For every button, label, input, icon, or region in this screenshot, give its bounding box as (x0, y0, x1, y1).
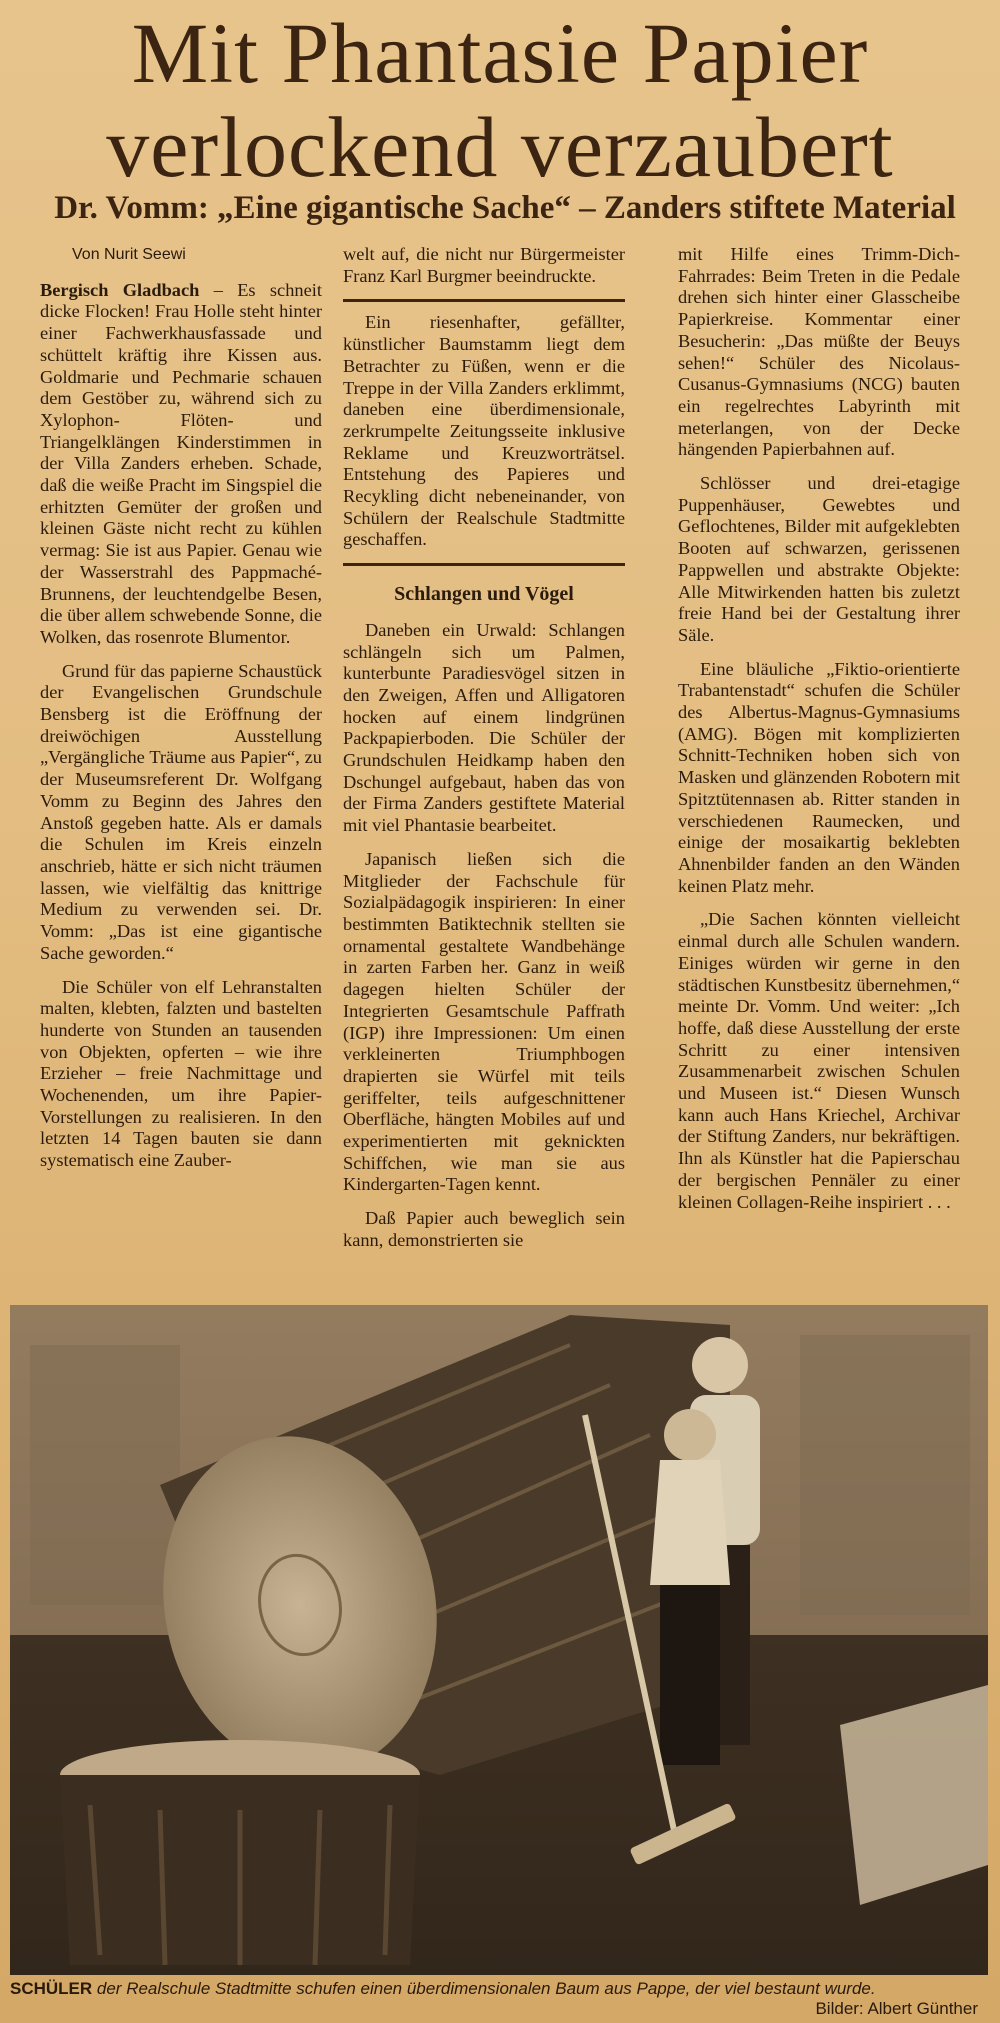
paragraph: Bergisch Gladbach – Es schneit dicke Flocken! Frau Holle steht hinter einer Fachwerkhausfassade und schüttelt kräftig ihre Kissen aus. Goldmarie und Pechmarie schauen dem Gestöber zu, während sich zu Xylophon- Flöten- und Triangelklängen Kinderstimmen in der Villa Zanders erheben. Schade, daß die weiße Pracht im Singspiel die erhitzten Gemüter der großen und kleinen Gäste nicht recht zu kühlen vermag: Sie ist aus Papier. Genau wie der Wasserstrahl des Pappmaché-Brunnens, der leuchtendgelbe Besen, die über allem schwebende Sonne, die Wolken, das rosenrote Blumentor. (40, 279, 322, 647)
column-1 (40, 244, 322, 1184)
person-head (692, 1337, 748, 1393)
paragraph: Japanisch ließen sich die Mitglieder der Fachschule für Sozialpädagogik inspirieren: In einer bestimmten Batiktechnik stellten sie ornamental gestaltete Wandbehänge in zarten Farben her. Ganz in weiß dagegen hielten Schüler der Integrierten Gesamtschule Paffrath (IGP) ihre Impressionen: Um einen verkleinerten Triumphbogen drapierten sie Würfel mit teils geriffelter, teils aufgeschnittener Oberfläche, hängten Mobiles auf und experimentierten mit geknickten Schiffchen, wie man sie aus Kindergarten-Tagen kennt. (343, 848, 625, 1195)
paragraph: Schlösser und drei-etagige Puppenhäuser, Gewebtes und Geflochtenes, Bilder mit aufgeklebten Booten auf schwarzen, gerissenen Pappwellen und abstrakte Objekte: Alle Mitwirkenden hatten bis zuletzt freie Hand bei der Gestaltung ihrer Säle. (678, 473, 960, 645)
child-legs (660, 1585, 720, 1765)
caption-lead: SCHÜLER (10, 1979, 93, 1998)
tree-trunk-photo (10, 1305, 988, 1975)
subheadline: Dr. Vomm: „Eine gigantische Sache“ – Zanders stiftete Material (54, 190, 956, 226)
child-shirt (650, 1460, 730, 1585)
headline-line-2: verlockend verzaubert (106, 99, 894, 195)
paragraph: Eine bläuliche „Fiktio-orientierte Trabantenstadt“ schufen die Schüler des Albertus-Magnus-Gymnasiums (AMG). Bögen mit komplizierten Schnitt-Techniken hoben sich von Masken und glänzenden Robotern mit Spitztütennasen ab. Ritter standen in verschiedenen Raumecken, und einige der mosaikartig beklebten Ahnenbilder fanden an den Wänden keinen Platz mehr. (678, 658, 960, 896)
highlight-box (343, 299, 625, 566)
photo-caption (10, 1978, 980, 1999)
wall-panel (800, 1335, 970, 1615)
paragraph: „Die Sachen könnten vielleicht einmal durch alle Schulen wandern. Einiges würden wir gerne in den städtischen Kunstbesitz übernehmen,“ meinte Dr. Vomm. Und weiter: „Ich hoffe, daß diese Ausstellung der erste Schritt zu einer intensiven Zusammenarbeit zwischen Schulen und Museen ist.“ Diesen Wunsch kann auch Hans Kriechel, Archivar der Stiftung Zanders, nur bekräftigen. Ihn als Künstler hat die Papierschau der bergischen Pennäler zu einer kleinen Collagen-Reihe inspiriert . . . (678, 909, 960, 1212)
column-2 (343, 244, 625, 1264)
caption-text: der Realschule Stadtmitte schufen einen überdimensionalen Baum aus Pappe, der viel bestaunt wurde. (92, 1979, 876, 1998)
child-head (664, 1409, 716, 1461)
paragraph: welt auf, die nicht nur Bürgermeister Franz Karl Burgmer beeindruckte. (343, 244, 625, 286)
paragraph: Daß Papier auch beweglich sein kann, demonstrierten sie (343, 1208, 625, 1250)
wall-panel (30, 1345, 180, 1605)
byline: Von Nurit Seewi (72, 246, 186, 263)
section-heading: Schlangen und Vögel (394, 583, 574, 606)
paragraph: Ein riesenhafter, gefällter, künstlicher Baumstamm liegt dem Betrachter zu Füßen, wenn er die Treppe in der Villa Zanders erklimmt, daneben eine überdimensionale, zerkrumpelte Zeitungsseite inklusive Reklame und Kreuzworträtsel. Entstehung des Papieres und Recykling dicht nebeneinander, von Schülern der Realschule Stadtmitte geschaffen. (343, 312, 625, 550)
column-3 (678, 244, 960, 1225)
paragraph: Daneben ein Urwald: Schlangen schlängeln sich um Palmen, kunterbunte Paradiesvögel sitzen in den Zweigen, Affen und Alligatoren hocken auf einem lindgrünen Packpapierboden. Die Schüler der Grundschulen Heidkamp haben den Dschungel aufgebaut, haben das von der Firma Zanders gestiftete Material mit viel Phantasie bearbeitet. (343, 619, 625, 836)
photo-illustration (10, 1305, 988, 1975)
headline (0, 6, 1000, 194)
paragraph: mit Hilfe eines Trimm-Dich-Fahrrades: Beim Treten in die Pedale drehen sich hinter einer Glasscheibe Papierkreise. Kommentar einer Besucherin: „Das müßte der Beuys sehen!“ Schüler des Nicolaus-Cusanus-Gymnasiums (NCG) bauten ein regelrechtes Labyrinth mit meterlangen, von der Decke hängenden Papierbahnen auf. (678, 244, 960, 460)
photo-credit: Bilder: Albert Günther (815, 1999, 978, 2018)
paragraph: Die Schüler von elf Lehranstalten malten, klebten, falzten und bastelten hunderte von Stunden an tausenden von Objekten, opferten – wie ihre Erzieher – freie Nachmittage und Wochenenden, um ihre Papier-Vorstellungen zu realisieren. In den letzten 14 Tagen bauten sie dann systematisch eine Zauber- (40, 976, 322, 1171)
paragraph: Grund für das papierne Schaustück der Evangelischen Grundschule Bensberg ist die Eröffnung der dreiwöchigen Ausstellung „Vergängliche Träume aus Papier“, zu der Museumsreferent Dr. Wolfgang Vomm zu Beginn des Jahres den Anstoß gegeben hatte. Als er damals die Schulen im Kreis einzeln anschrieb, hätte er sich nicht träumen lassen, wie vielfältig das knittrige Medium zu verwenden sei. Dr. Vomm: „Das ist eine gigantische Sache geworden.“ (40, 660, 322, 963)
headline-line-1: Mit Phantasie Papier (131, 5, 869, 101)
dateline: Bergisch Gladbach (40, 279, 200, 300)
